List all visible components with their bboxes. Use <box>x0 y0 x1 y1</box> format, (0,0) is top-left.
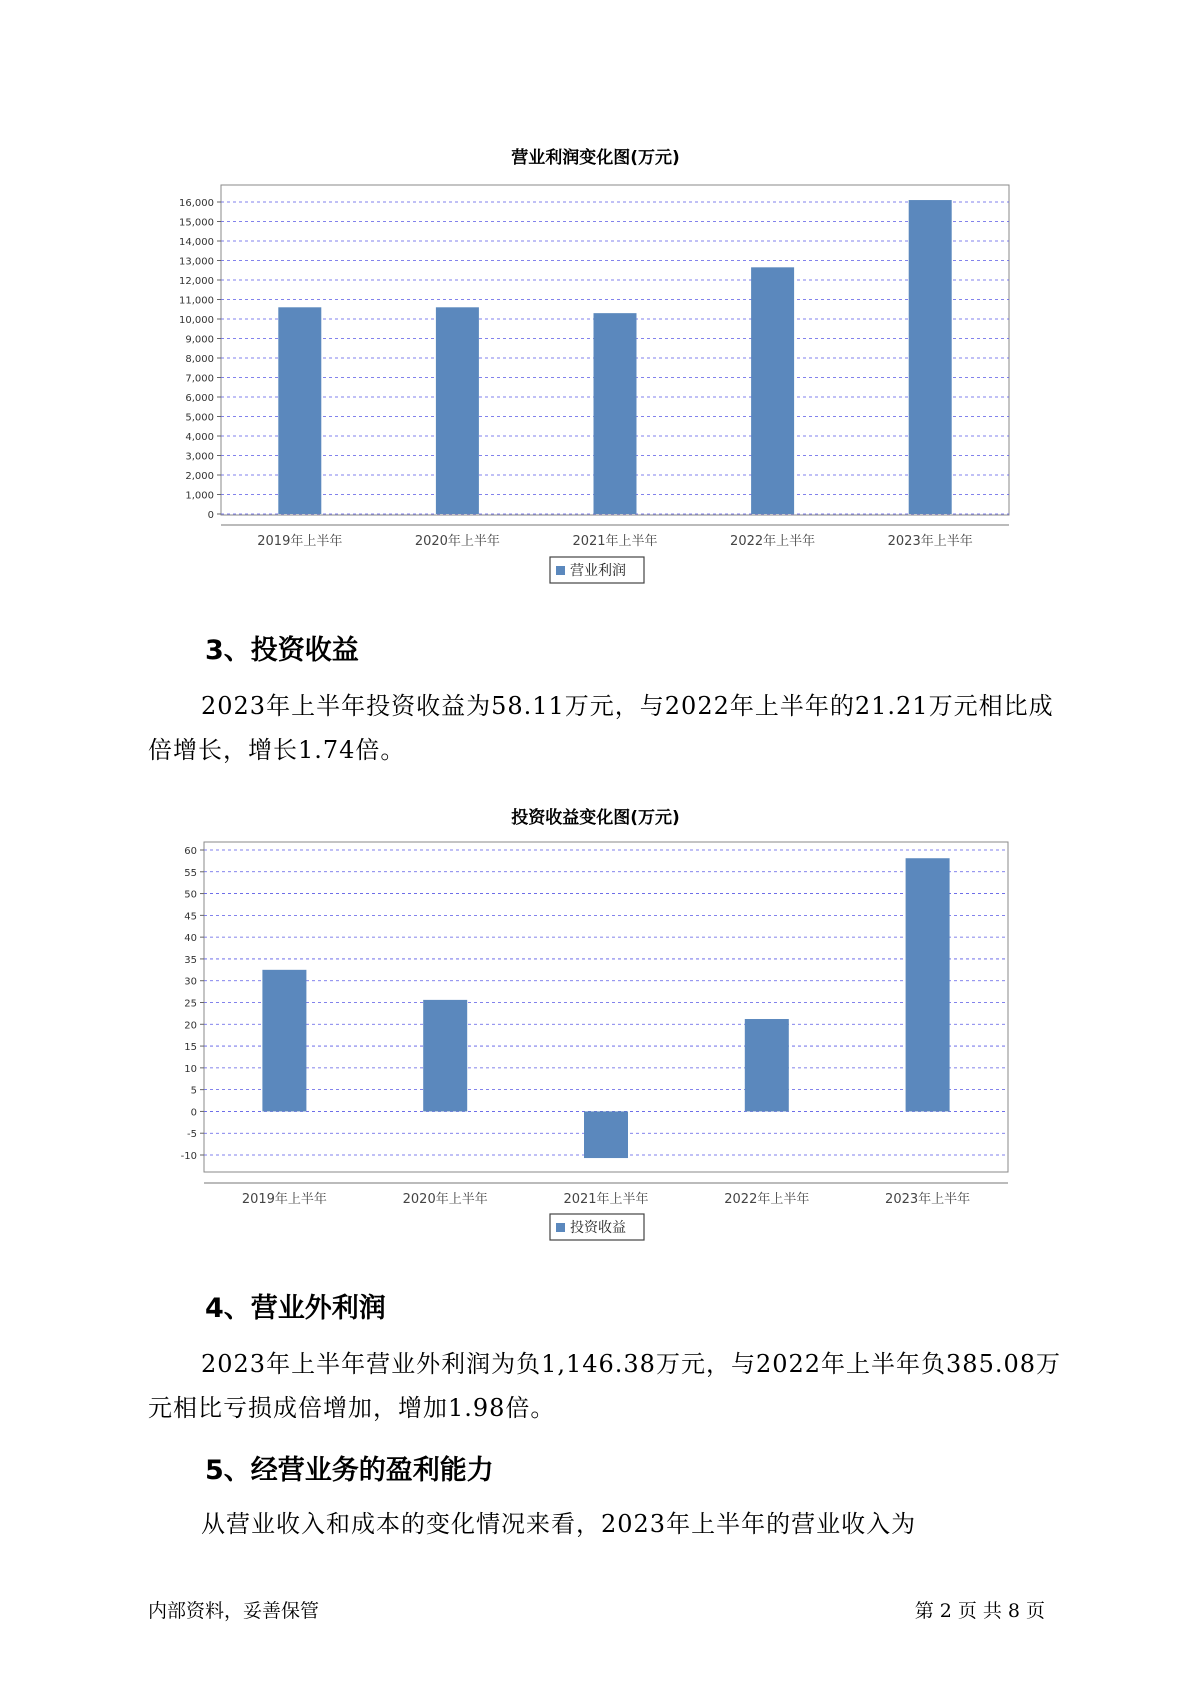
chart2-bar <box>745 1019 789 1111</box>
chart2-bar <box>423 1000 467 1112</box>
chart2-legend-label: 投资收益 <box>570 1220 626 1236</box>
chart2-ytick-label: 60 <box>184 846 197 857</box>
chart2-category-label: 2022年上半年 <box>724 1192 810 1207</box>
chart2-ytick-label: 55 <box>184 867 197 879</box>
chart1-category-label: 2022年上半年 <box>730 534 816 549</box>
chart2-category-label: 2019年上半年 <box>241 1192 327 1207</box>
chart1-legend-swatch <box>556 566 565 575</box>
chart1-category-label: 2023年上半年 <box>887 534 973 549</box>
chart2-category-label: 2020年上半年 <box>402 1192 488 1207</box>
chart2-ytick-label: 50 <box>184 889 197 901</box>
chart1-ytick-label: 0 <box>207 510 214 521</box>
chart1-ytick-label: 9,000 <box>185 334 214 346</box>
chart1-bar <box>909 200 952 514</box>
chart1-legend-label: 营业利润 <box>570 563 626 579</box>
chart1-ytick-label: 3,000 <box>185 451 214 463</box>
chart1-operating-profit <box>0 180 1191 600</box>
chart1-ytick-label: 5,000 <box>185 412 214 424</box>
chart1-ytick-label: 13,000 <box>179 256 214 268</box>
page-mid: 页 共 <box>957 1600 1002 1622</box>
chart2-ytick-label: 15 <box>184 1042 197 1054</box>
chart2-bar <box>906 858 950 1111</box>
section5-heading: 5、经营业务的盈利能力 <box>205 1455 494 1486</box>
chart1-ytick-label: 12,000 <box>179 276 214 287</box>
chart1-bar <box>751 267 794 514</box>
chart2-title: 投资收益变化图(万元) <box>511 808 680 828</box>
chart1-ytick-label: 15,000 <box>179 217 214 229</box>
chart1-bar <box>278 307 321 514</box>
chart1-ytick-label: 10,000 <box>179 315 214 326</box>
chart1-ytick-label: 1,000 <box>185 490 214 502</box>
chart2-ytick-label: -10 <box>180 1151 197 1162</box>
section3-heading: 3、投资收益 <box>205 635 359 666</box>
chart2-ytick-label: 40 <box>184 933 197 945</box>
chart1-bar <box>594 313 637 514</box>
section4-heading: 4、营业外利润 <box>205 1293 386 1324</box>
chart2-category-label: 2021年上半年 <box>563 1192 649 1207</box>
chart1-ytick-label: 6,000 <box>185 393 214 404</box>
chart2-ytick-label: 5 <box>190 1085 197 1097</box>
chart1-ytick-label: 2,000 <box>185 471 214 482</box>
chart2-legend-swatch <box>556 1223 565 1232</box>
chart1-ytick-label: 14,000 <box>179 237 214 248</box>
page-current: 2 <box>939 1600 952 1622</box>
chart2-ytick-label: 35 <box>184 954 197 966</box>
page-prefix: 第 <box>914 1600 934 1622</box>
chart2-ytick-label: 45 <box>184 911 197 923</box>
chart2-bar <box>584 1111 628 1158</box>
chart2-category-label: 2023年上半年 <box>885 1192 971 1207</box>
chart1-category-label: 2021年上半年 <box>572 534 658 549</box>
page-total: 8 <box>1007 1600 1020 1622</box>
footer-page-number <box>915 1596 1051 1623</box>
section5-paragraph: 从营业收入和成本的变化情况来看，2023年上半年的营业收入为 <box>201 1510 917 1538</box>
chart1-title: 营业利润变化图(万元) <box>511 148 680 168</box>
chart2-ytick-label: 25 <box>184 998 197 1010</box>
chart1-ytick-label: 7,000 <box>185 373 214 385</box>
chart2-ytick-label: 30 <box>184 976 197 988</box>
section3-paragraph: 2023年上半年投资收益为58.11万元，与2022年上半年的21.21万元相比成倍增长，增长1.74倍。 <box>148 692 1054 764</box>
chart1-category-label: 2019年上半年 <box>257 534 343 549</box>
chart2-ytick-label: 20 <box>184 1020 197 1032</box>
section4-paragraph: 2023年上半年营业外利润为负1,146.38万元，与2022年上半年负385.08万元相比亏损成倍增加，增加1.98倍。 <box>148 1350 1062 1422</box>
page-suffix: 页 <box>1025 1600 1045 1622</box>
chart2-ytick-label: -5 <box>187 1129 197 1141</box>
chart1-category-label: 2020年上半年 <box>414 534 500 549</box>
chart2-ytick-label: 10 <box>184 1063 197 1075</box>
chart1-ytick-label: 11,000 <box>179 295 214 307</box>
chart2-ytick-label: 0 <box>190 1107 197 1119</box>
chart1-bar <box>436 307 479 514</box>
chart1-ytick-label: 4,000 <box>185 432 214 443</box>
chart1-ytick-label: 8,000 <box>185 354 214 365</box>
chart1-ytick-label: 16,000 <box>179 198 214 209</box>
chart2-bar <box>262 970 306 1112</box>
chart2-investment-income <box>0 840 1191 1260</box>
footer-confidential-note: 内部资料，妥善保管 <box>148 1600 320 1622</box>
